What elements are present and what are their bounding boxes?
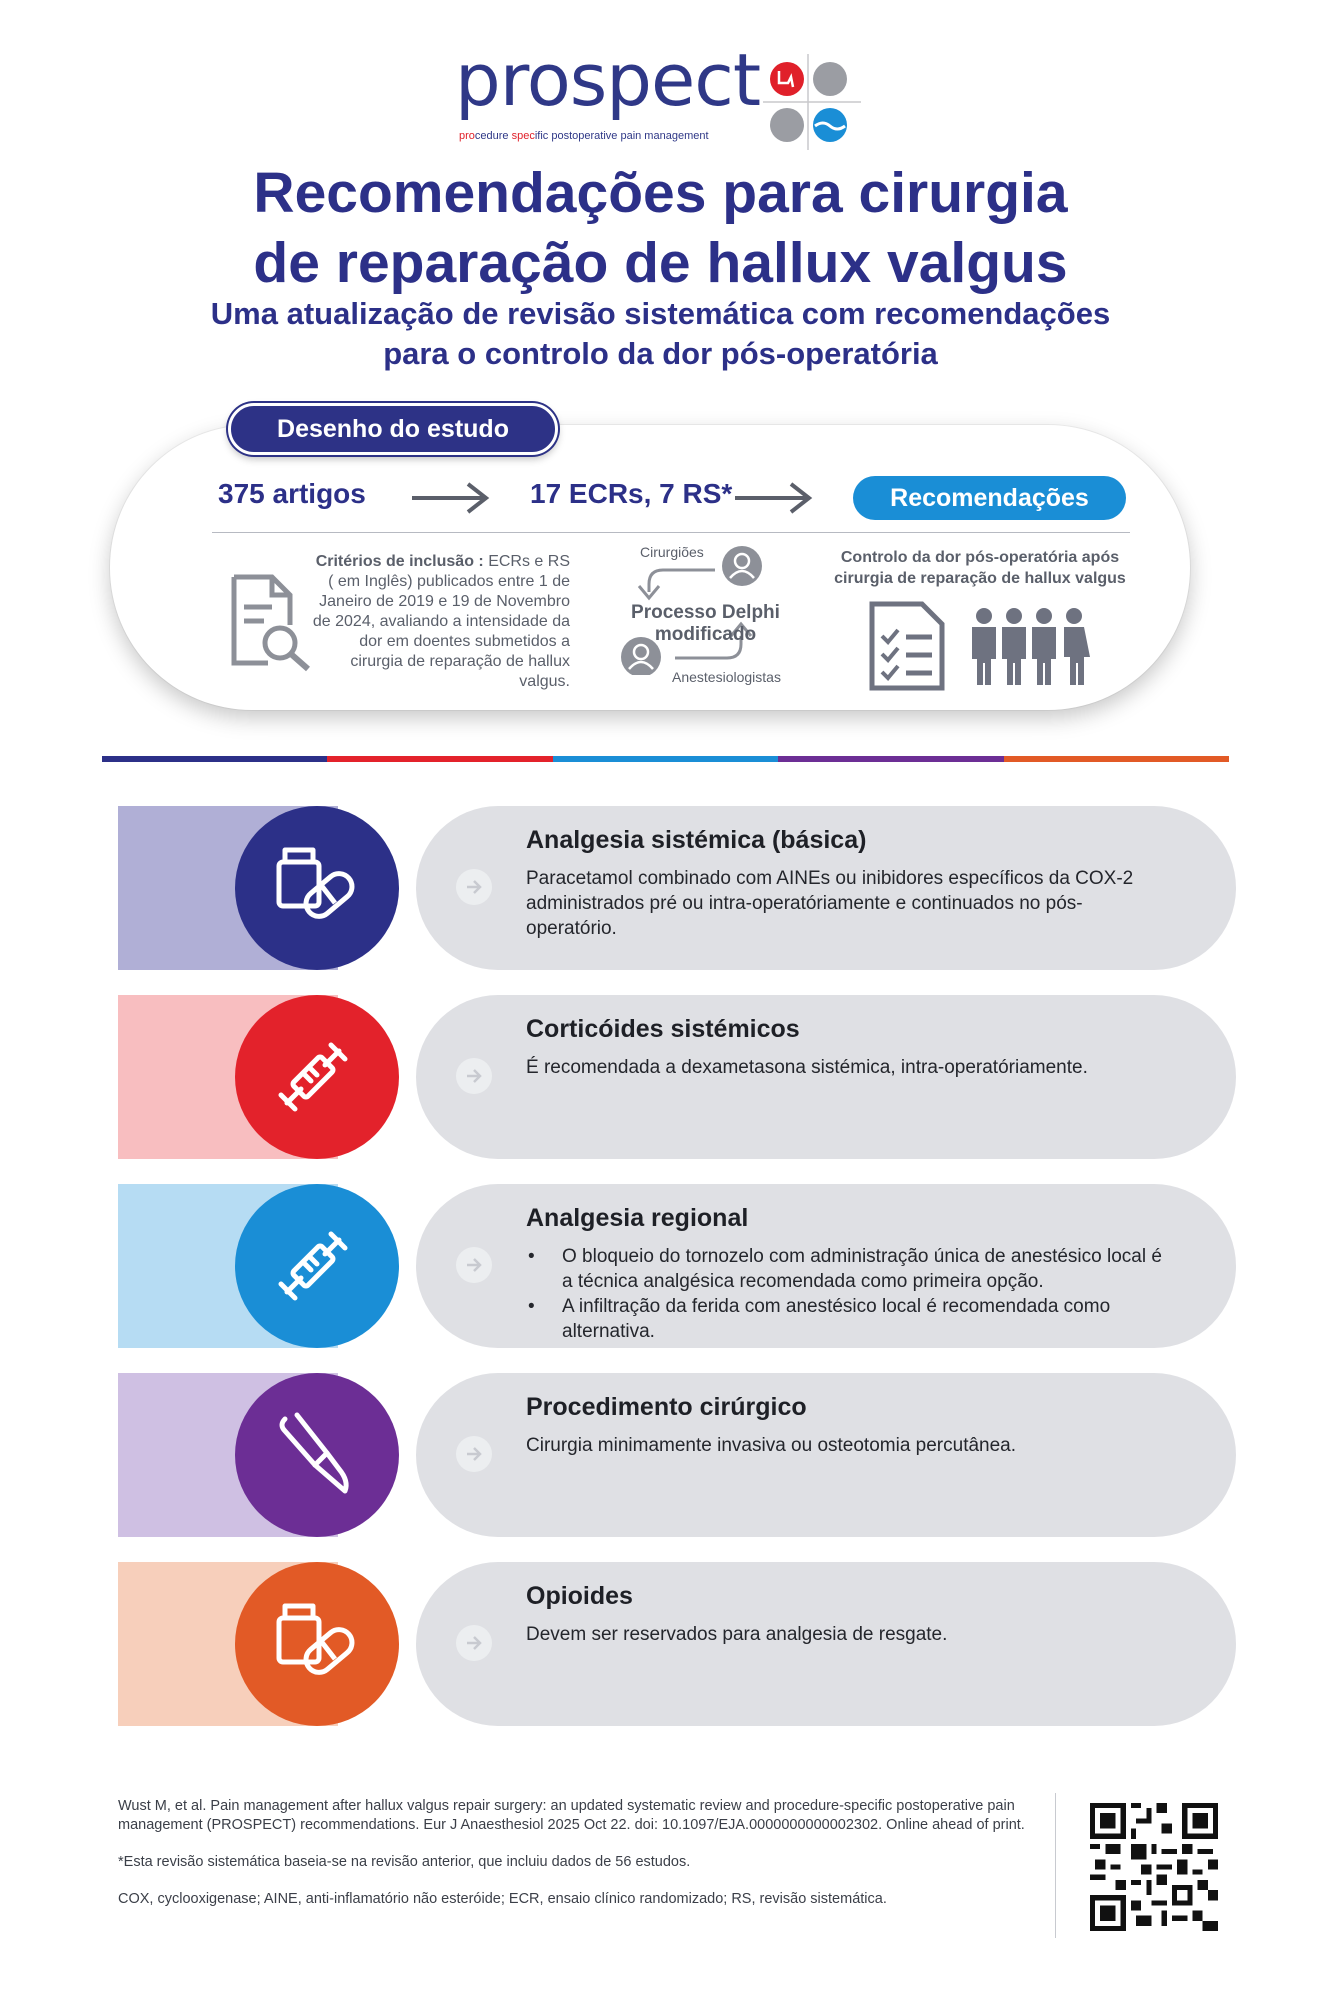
page-subtitle: Uma atualização de revisão sistemática com recomendações para o controlo da dor pós-operatória: [210, 296, 1111, 371]
footnote: *Esta revisão sistemática baseia-se na revisão anterior, que incluiu dados de 56 estudos.: [118, 1854, 691, 1870]
card-title: Corticóides sistémicos: [526, 1015, 800, 1043]
page-title: Recomendações para cirurgia de reparação de hallux valgus: [253, 161, 1068, 295]
anesthesiologists-label: Anestesiologistas: [672, 669, 781, 685]
syringe-icon: [267, 1027, 367, 1127]
card-title: Procedimento cirúrgico: [526, 1393, 807, 1421]
row-icon-circle: [235, 1373, 399, 1537]
row-icon-circle: [235, 1562, 399, 1726]
recommendation-card: [416, 995, 1236, 1159]
card-text: Devem ser reservados para analgesia de resgate.: [526, 1624, 948, 1645]
logo-tagline: procedure specific postoperative pain management: [459, 130, 709, 142]
inclusion-criteria: Critérios de inclusão : ECRs e RS ( em Inglês) publicados entre 1 de Janeiro de 2019 e 19 de Novembro de 2024, avaliando a intensidade da dor em doentes submetidos a cirurgia de reparação de hallux valgus.: [312, 553, 570, 690]
row-icon-circle: [235, 995, 399, 1159]
logo-wordmark: prospect: [455, 38, 761, 122]
color-divider-bar: [102, 756, 1229, 762]
card-text: Paracetamol combinado com AINEs ou inibidores específicos da COX-2 administrados pré ou intra-operatóriamente e continuados no pós-operatório.: [526, 868, 1134, 939]
row-icon-circle: [235, 806, 399, 970]
arrow-icon: [456, 1247, 492, 1283]
arrow-icon: [456, 1625, 492, 1661]
arrow-icon: [456, 1436, 492, 1472]
prospect-logo: [455, 38, 875, 152]
recommendations-pill: Recomendações: [853, 476, 1126, 520]
included-studies: 17 ECRs, 7 RS*: [530, 478, 733, 509]
footer-divider: [1055, 1793, 1056, 1938]
checklist-icon: [868, 600, 946, 692]
card-bullets: [526, 1244, 1166, 1344]
logo-mark-icon: [753, 52, 863, 152]
card-text: Cirurgia minimamente invasiva ou osteotomia percutânea.: [526, 1435, 1017, 1456]
card-title: Analgesia sistémica (básica): [526, 826, 867, 854]
recommendation-card: [416, 1562, 1236, 1726]
recommendation-card: [416, 806, 1236, 970]
card-text: É recomendada a dexametasona sistémica, intra-operatóriamente.: [526, 1057, 1088, 1078]
delphi-label: Processo Delphi modificado: [631, 602, 780, 645]
recommendation-card: [416, 1184, 1236, 1348]
list-item: • O bloqueio do tornozelo com administração única de anestésico local é a técnica analgésica recomendada como primeira opção.: [526, 1244, 1166, 1294]
card-title: Opioides: [526, 1582, 633, 1610]
footer: [118, 1797, 1038, 1927]
flow-arrow-icon: [733, 480, 813, 516]
list-item: • A infiltração da ferida com anestésico local é recomendada como alternativa.: [526, 1294, 1166, 1344]
qr-code-icon[interactable]: [1090, 1803, 1218, 1931]
pain-control-label: Controlo da dor pós-operatória após cirurgia de reparação de hallux valgus: [834, 549, 1126, 587]
recommendation-card: [416, 1373, 1236, 1537]
row-icon-circle: [235, 1184, 399, 1348]
syringe-icon: [267, 1216, 367, 1316]
abbreviations: COX, cyclooxigenase; AINE, anti-inflamatório não esteróide; ECR, ensaio clínico randomizado; RS, revisão sistemática.: [118, 1891, 887, 1907]
study-design-label: Desenho do estudo: [228, 403, 558, 455]
articles-count: 375 artigos: [218, 478, 366, 509]
arrow-icon: [456, 869, 492, 905]
arrow-icon: [456, 1058, 492, 1094]
surgeons-label: Cirurgiões: [640, 544, 704, 560]
citation: Wust M, et al. Pain management after hallux valgus repair surgery: an updated systematic review and procedure-specific postoperative pain management (PROSPECT) recommendations. Eur J Anaesthesiol 2025 Oct 22. doi: 10.1097/EJA.0000000000002302. Online ahead of print.: [118, 1798, 1025, 1833]
people-group-icon: [968, 607, 1092, 687]
pills-icon: [267, 1594, 367, 1694]
pills-icon: [267, 838, 367, 938]
flow-arrow-icon: [410, 480, 490, 516]
card-title: Analgesia regional: [526, 1204, 749, 1232]
study-divider: [212, 532, 1130, 533]
document-search-icon: [228, 573, 316, 673]
scalpel-icon: [267, 1405, 367, 1505]
